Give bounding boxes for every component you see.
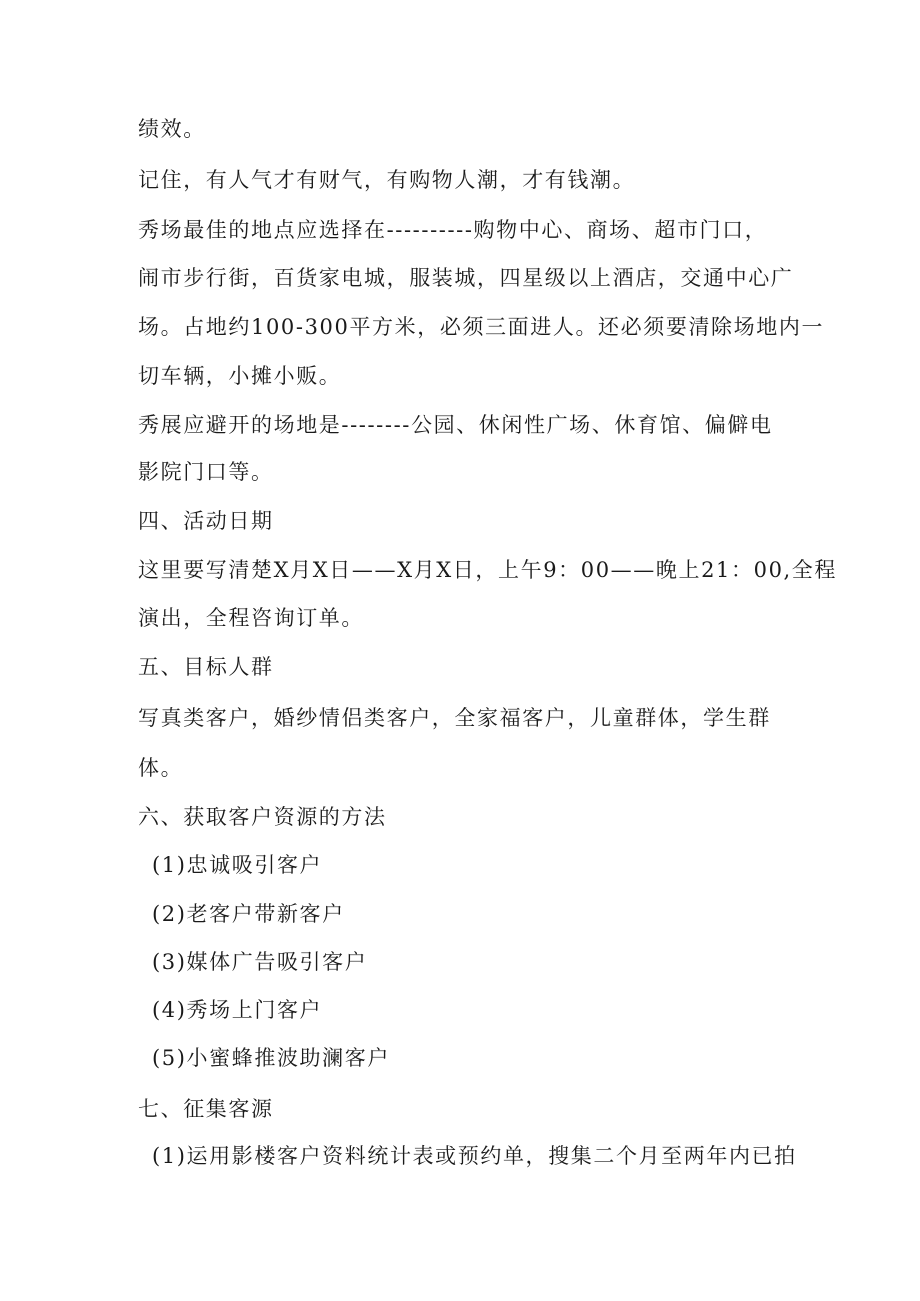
paragraph-line: 闹市步行街，百货家电城，服装城，四星级以上酒店，交通中心广: [138, 266, 794, 290]
paragraph-line: 绩效。: [138, 117, 206, 141]
paragraph-line: 写真类客户，婚纱情侣类客户，全家福客户，儿童群体，学生群: [138, 706, 771, 730]
paragraph-line: 记住，有人气才有财气，有购物人潮，才有钱潮。: [138, 168, 636, 192]
list-item: (5)小蜜蜂推波助澜客户: [152, 1046, 390, 1070]
paragraph-line: 秀展应避开的场地是--------公园、休闲性广场、休育馆、偏僻电: [138, 413, 773, 437]
paragraph-line: 秀场最佳的地点应选择在----------购物中心、商场、超市门口，: [138, 218, 768, 242]
paragraph-line: 演出，全程咨询订单。: [138, 606, 364, 630]
list-item: (1)运用影楼客户资料统计表或预约单，搜集二个月至两年内已拍: [152, 1144, 797, 1168]
paragraph-line: 这里要写清楚X月X日——X月X日，上午9：00——晚上21：00,全程: [138, 558, 837, 582]
section-heading: 五、目标人群: [138, 655, 274, 679]
section-heading: 七、征集客源: [138, 1097, 274, 1121]
list-item: (1)忠诚吸引客户: [152, 853, 323, 877]
section-heading: 四、活动日期: [138, 509, 274, 533]
paragraph-line: 切车辆，小摊小贩。: [138, 364, 342, 388]
list-item: (2)老客户带新客户: [152, 902, 345, 926]
list-item: (3)媒体广告吸引客户: [152, 950, 368, 974]
list-item: (4)秀场上门客户: [152, 998, 323, 1022]
section-heading: 六、获取客户资源的方法: [138, 805, 387, 829]
paragraph-line: 场。占地约100-300平方米，必须三面进人。还必须要清除场地内一: [138, 315, 825, 339]
paragraph-line: 影院门口等。: [138, 460, 274, 484]
paragraph-line: 体。: [138, 756, 184, 780]
